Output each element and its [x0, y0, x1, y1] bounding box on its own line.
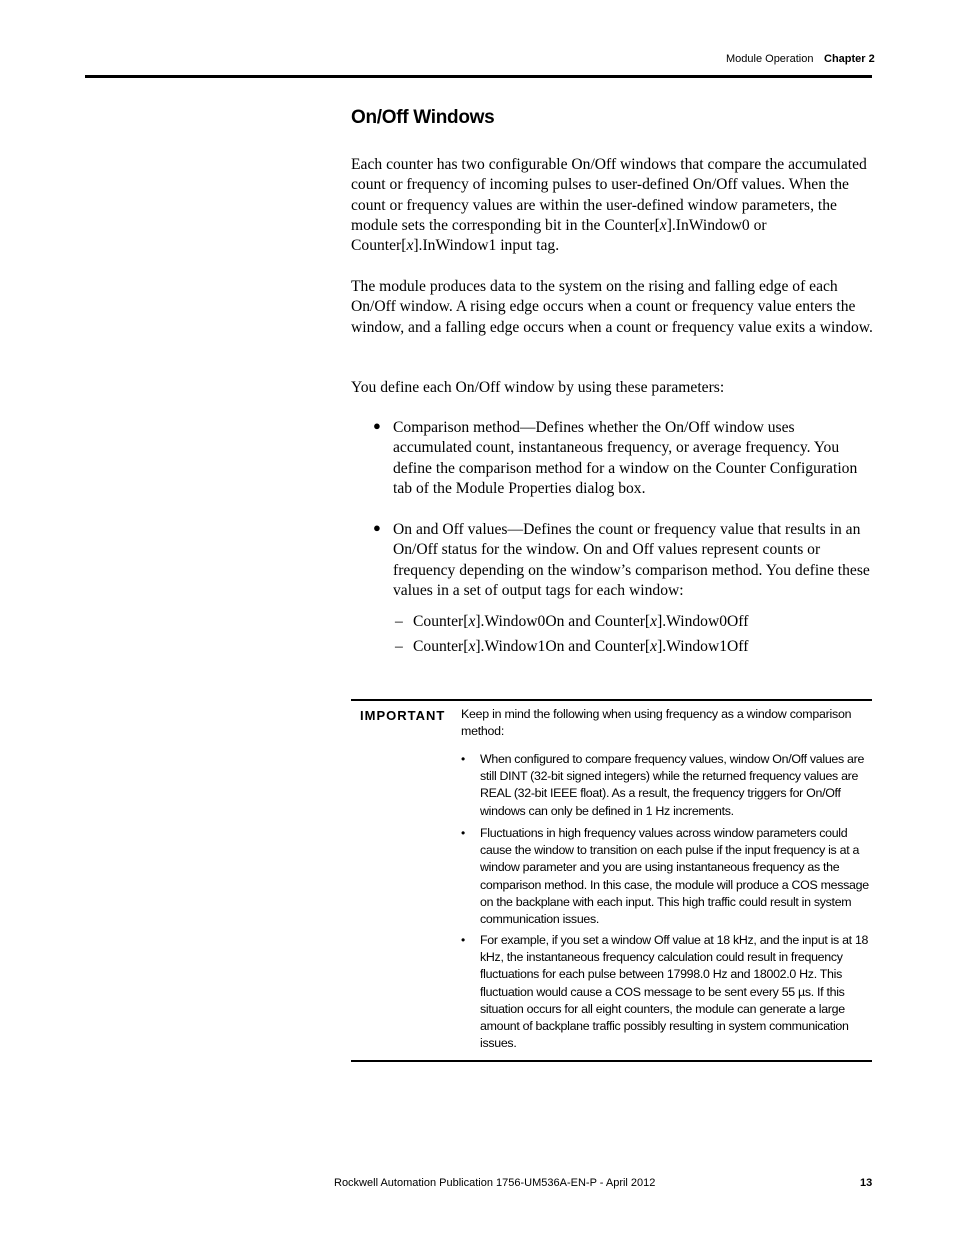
important-bottom-rule — [351, 1060, 872, 1062]
bullet-dot-icon: ● — [373, 520, 381, 535]
dash-icon: – — [395, 613, 403, 630]
important-item-1: When configured to compare frequency values, window On/Off values are still DINT (32-bit signed integers) while the returned frequency values are REAL (32-bit IEEE float). As a result, the frequency triggers for On/Off windows can only be defined in 1 Hz increments. — [480, 752, 865, 818]
important-label: IMPORTANT — [360, 708, 446, 723]
section-title: On/Off Windows — [351, 107, 495, 128]
bullet-dot-icon: • — [461, 752, 466, 766]
important-item-3: For example, if you set a window Off value at 18 kHz, and the input is at 18 kHz, the instantaneous frequency calculation could result in frequency fluctuations for each pulse between 17998.0 Hz and 18002.0 Hz. This fluctuation would cause a COS message to be sent every 55 µs. If this situation occurs for all eight counters, the module can generate a large amount of backplane traffic possibly resulting in system communication issues. — [480, 933, 869, 1051]
page-number: 13 — [860, 1177, 873, 1189]
important-item-2: Fluctuations in high frequency values across window parameters could cause the window to transition on each pulse if the input frequency is at a window parameter and you are using instantaneous frequency as the comparison method. In this case, the module will produce a COS message on the backplane with each input. This high traffic could result in system communication issues. — [480, 826, 869, 927]
sub-bullet-window1: – Counter[x].Window1On and Counter[x].Window1Off — [395, 638, 749, 655]
bullet-dot-icon: • — [461, 933, 466, 947]
bullet-dot-icon: ● — [373, 418, 381, 433]
header-rule — [85, 75, 872, 78]
footer-publication: Rockwell Automation Publication 1756-UM536A-EN-P - April 2012 — [334, 1177, 656, 1189]
important-top-rule — [351, 699, 872, 701]
paragraph-3: You define each On/Off window by using these parameters: — [351, 379, 725, 396]
dash-icon: – — [395, 638, 403, 655]
sub-bullet-window0: – Counter[x].Window0On and Counter[x].Window0Off — [395, 613, 749, 630]
running-header-section: Module Operation — [726, 53, 814, 65]
paragraph-1: Each counter has two configurable On/Off windows that compare the accumulated count or frequency of incoming pulses to user-defined On/Off values. When the count or frequency values are within the user-defined window parameters, the module sets the corresponding bit in the Counter[x].InWindow0 or Counter[x].InWindow1 input tag. — [351, 156, 867, 255]
bullet-dot-icon: • — [461, 826, 466, 840]
running-header-chapter: Chapter 2 — [824, 53, 875, 65]
important-intro: Keep in mind the following when using frequency as a window comparison method: — [461, 707, 852, 739]
paragraph-2: The module produces data to the system on the rising and falling edge of each On/Off window. A rising edge occurs when a count or frequency value enters the window, and a falling edge occurs when a count or frequency value exits a window. — [351, 278, 873, 336]
